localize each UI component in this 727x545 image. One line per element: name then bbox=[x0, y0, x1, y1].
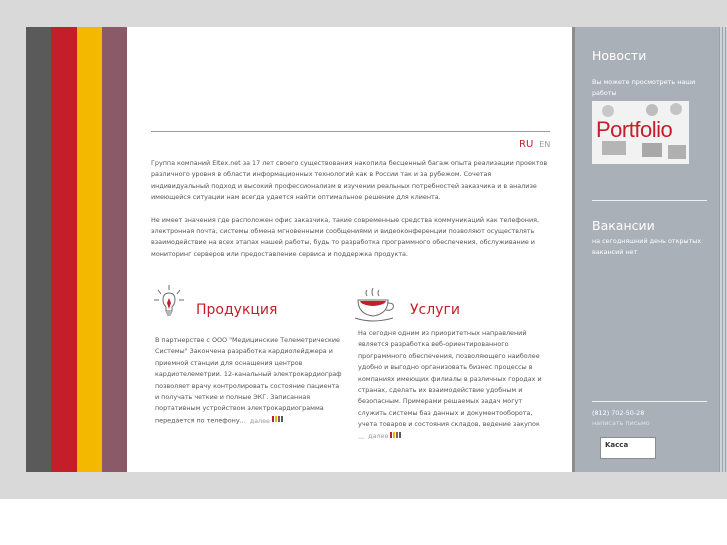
services-description: На сегодня одним из приоритетных направлений является разработка веб-ориентированного программного обеспечения, позволяющего наиболее удобно и выгодно организовать бизнес процессы в компаниях имеющих филиалы в различных городах и странах, сделать их взаимодействие удобным и безопасным. Примерами решаемых задач могут служить системы баз данных и документооборота, учета товаров и состояния складов, ведение закупок ... bbox=[358, 329, 542, 441]
left-margin bbox=[0, 27, 26, 472]
lightbulb-icon bbox=[152, 283, 188, 319]
kassa-badge[interactable] bbox=[600, 437, 656, 459]
intro-paragraph-1: Группа компаний Eltex.net за 17 лет своего существования накопила бесценный багаж опыта реализации проектов различного уровня в области информационных технологий как в России так и за рубежом. Сочетая индивидуальный подход и высокий профессионализм в изучении реальных потребностей заказчика и в анализе имеющейся ситуации нам всегда удается найти оптимальное решение для клиента. bbox=[151, 159, 548, 202]
stripe-yellow bbox=[77, 27, 102, 472]
bottom-band bbox=[0, 472, 727, 499]
stripe-mauve bbox=[102, 27, 127, 472]
jobs-text: на сегодняшний день открытых вакансий нет bbox=[592, 237, 702, 256]
sidebar-rule-2 bbox=[592, 401, 707, 402]
services-title[interactable]: Услуги bbox=[410, 302, 460, 318]
jobs-title[interactable]: Вакансии bbox=[592, 218, 655, 233]
services-text bbox=[358, 328, 548, 443]
services-more-bars bbox=[390, 431, 402, 442]
kassa-label: Kасса bbox=[605, 441, 629, 449]
portfolio-label: Portfolio bbox=[596, 117, 673, 142]
services-more-link[interactable]: далее bbox=[368, 432, 389, 441]
lang-ru-link[interactable]: RU bbox=[519, 139, 534, 150]
language-switcher bbox=[519, 139, 550, 150]
news-text: Вы можете просмотреть наши работы bbox=[592, 78, 696, 97]
write-letter-link[interactable]: написать письмо bbox=[592, 419, 650, 427]
sidebar-rule-1 bbox=[592, 200, 707, 201]
phone-number: (812) 702-50-28 bbox=[592, 409, 645, 417]
header-rule bbox=[151, 131, 550, 132]
stripe-red bbox=[51, 27, 77, 472]
right-margin bbox=[719, 27, 727, 472]
intro-paragraph-2: Не имеет значения где расположен офис заказчика, такие современные средства коммуникаций как телефония, электронная почта, системы обмена мгновенными сообщениями и видеоконференции позволяют осуществлять взаимодействие на всех этапах нашей работы, будь то разработка программного обеспечения, обслуживание и мониторинг серверов или предоставление сервиса и поддержка продукта. bbox=[151, 215, 539, 258]
lang-en-link[interactable]: EN bbox=[539, 140, 551, 149]
products-more-link[interactable]: далее bbox=[249, 416, 270, 425]
intro-text bbox=[151, 158, 551, 260]
products-text bbox=[155, 335, 345, 427]
products-title[interactable]: Продукция bbox=[196, 302, 278, 318]
coffee-cup-icon bbox=[353, 286, 401, 324]
products-more-bars bbox=[272, 415, 284, 426]
news-title[interactable]: Новости bbox=[592, 48, 647, 63]
stripe-gray bbox=[26, 27, 51, 472]
portfolio-banner[interactable] bbox=[592, 101, 689, 164]
products-description: В партнерстве с ООО "Медицинские Телеметрические Системы" Закончена разработка кардиолейджера и приемной станции для оснащения центров кардиотелеметрии. 12-канальный электрокардиограф позволяет врачу контролировать состояние пациента и получать четкие и полные ЭКГ. Записанная портативным устройством электрокардиограмма передается по телефону... bbox=[155, 336, 342, 425]
top-band bbox=[0, 0, 727, 27]
